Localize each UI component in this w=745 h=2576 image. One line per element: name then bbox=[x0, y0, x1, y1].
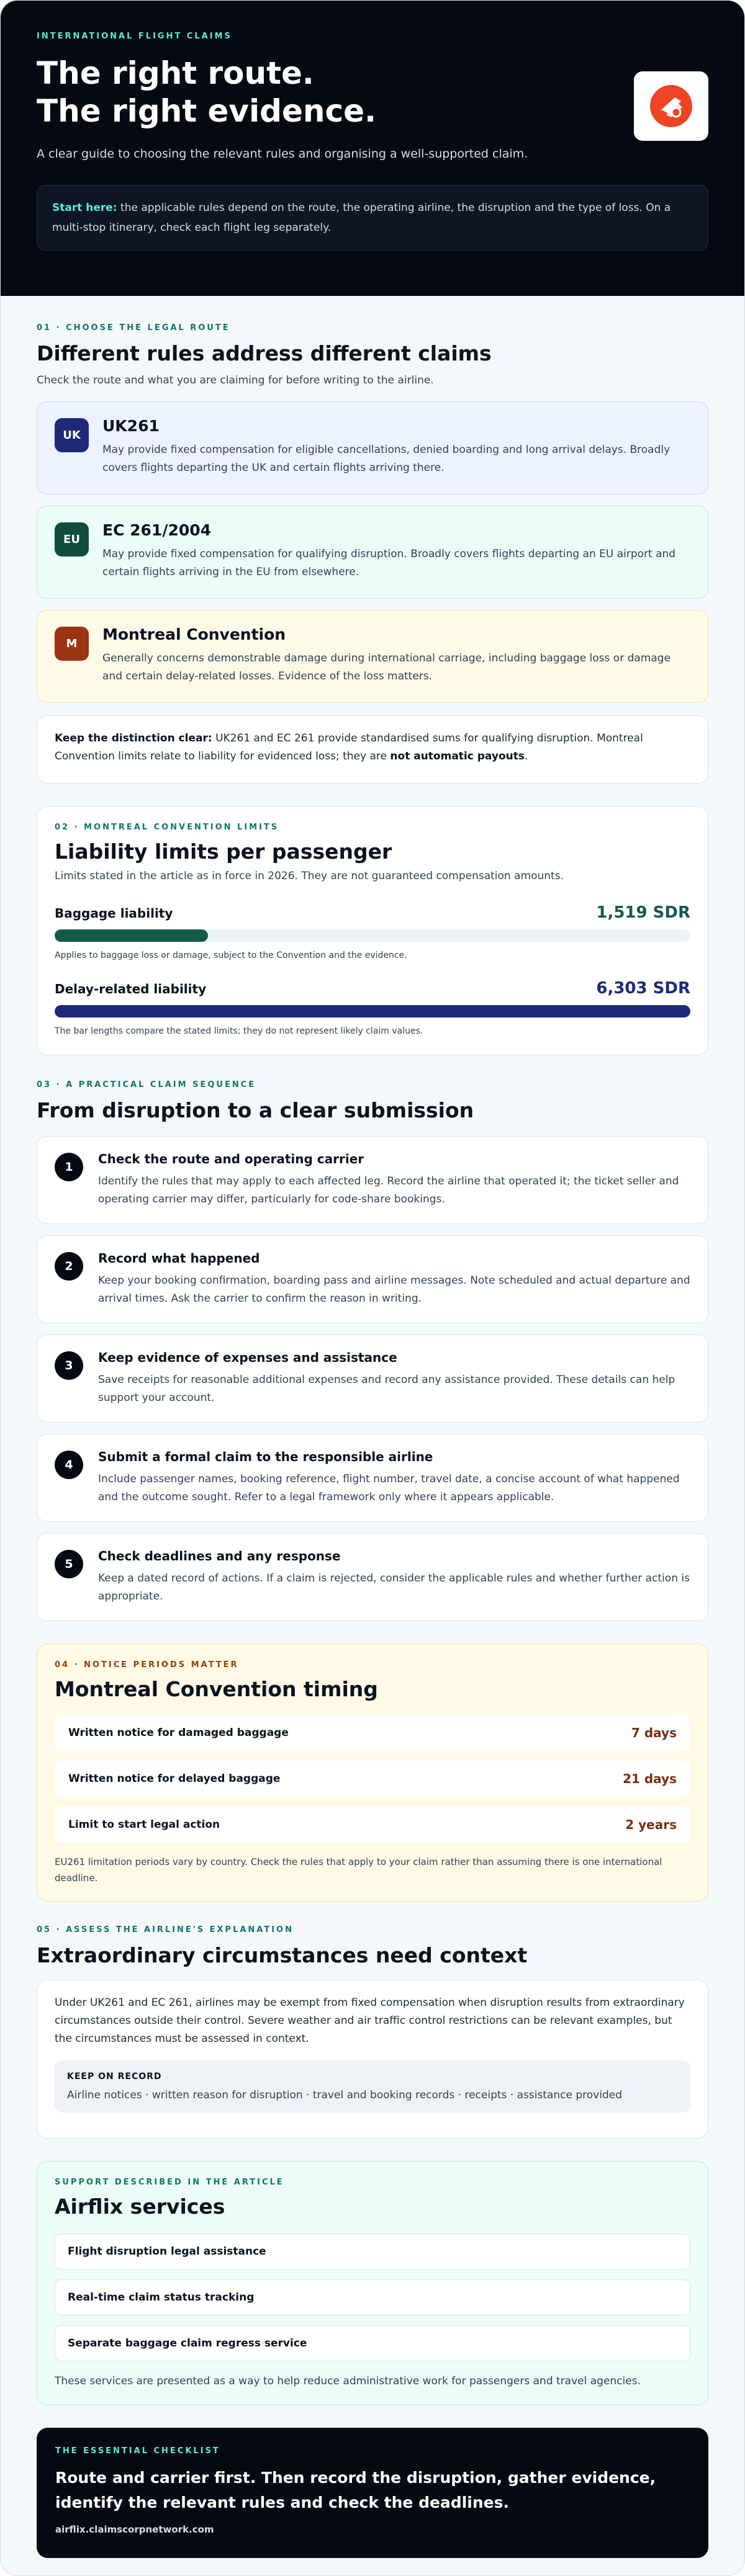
route-card-uk261 bbox=[37, 401, 708, 494]
checklist-url: airflix.claimscorpnetwork.com bbox=[55, 2524, 214, 2535]
limits-title: Liability limits per passenger bbox=[55, 839, 392, 864]
extraordinary-text: Under UK261 and EC 261, airlines may be exempt from fixed compensation when disruption results from extraordinary circumstances outside their control. Severe weather and air traffic control restrictions can be relevant examples, but the circumstances must be assessed in context. bbox=[55, 1997, 685, 2045]
period-value: 2 years bbox=[625, 1817, 677, 1832]
page-title bbox=[37, 55, 708, 130]
step-text: Save receipts for reasonable additional expenses and record any assistance provided. These details can help support your account. bbox=[98, 1374, 675, 1404]
period-label: Limit to start legal action bbox=[68, 1818, 220, 1831]
steps-eyebrow: 03 · A PRACTICAL CLAIM SEQUENCE bbox=[37, 1080, 256, 1089]
delay-limit-label: Delay-related liability bbox=[55, 982, 207, 996]
route-card-ec261 bbox=[37, 506, 708, 599]
limits-eyebrow: 02 · MONTREAL CONVENTION LIMITS bbox=[55, 823, 279, 832]
route-badge: M bbox=[55, 627, 89, 661]
periods-note: EU261 limitation periods vary by country. Check the rules that apply to your claim rather than assuming there is one international deadline. bbox=[55, 1856, 662, 1884]
route-badge: EU bbox=[55, 522, 89, 557]
baggage-limit-note: Applies to baggage loss or damage, subject to the Convention and the evidence. bbox=[55, 950, 407, 960]
step-text: Keep a dated record of actions. If a claim is rejected, consider the applicable rules and whether further action is appropriate. bbox=[98, 1572, 690, 1603]
baggage-limit-value: 1,519 SDR bbox=[596, 903, 690, 922]
essential-checklist-card bbox=[37, 2428, 708, 2558]
hero-eyebrow: INTERNATIONAL FLIGHT CLAIMS bbox=[37, 32, 232, 41]
baggage-limit-bar-fill bbox=[55, 929, 208, 942]
page-title-line-2: The right evidence. bbox=[37, 93, 376, 129]
route-text: May provide fixed compensation for qualifying disruption. Broadly covers flights departing an EU airport and certain flights arriving in the EU from elsewhere. bbox=[102, 548, 676, 578]
steps-title: From disruption to a clear submission bbox=[37, 1098, 474, 1122]
route-title: Montreal Convention bbox=[102, 625, 286, 643]
hero-banner bbox=[1, 1, 744, 296]
service-item: Real-time claim status tracking bbox=[55, 2279, 690, 2315]
distinction-note bbox=[37, 715, 708, 784]
main-content bbox=[1, 323, 744, 2558]
extraordinary-card bbox=[37, 1980, 708, 2139]
route-text: May provide fixed compensation for eligible cancellations, denied boarding and long arrival delays. Broadly covers flights departing the UK and certain flights arriving there. bbox=[102, 444, 670, 474]
service-item: Flight disruption legal assistance bbox=[55, 2234, 690, 2270]
extraordinary-eyebrow: 05 · ASSESS THE AIRLINE'S EXPLANATION bbox=[37, 1925, 294, 1934]
route-title: EC 261/2004 bbox=[102, 521, 212, 539]
limits-subtitle: Limits stated in the article as in force in 2026. They are not guaranteed compensation amounts. bbox=[55, 870, 564, 882]
routes-subtitle: Check the route and what you are claiming for before writing to the airline. bbox=[37, 374, 434, 387]
period-row bbox=[55, 1807, 690, 1843]
airflix-logo-icon bbox=[648, 83, 695, 130]
periods-title: Montreal Convention timing bbox=[55, 1677, 378, 1701]
delay-limit-note: The bar lengths compare the stated limits; they do not represent likely claim values. bbox=[55, 1026, 423, 1036]
periods-eyebrow: 04 · NOTICE PERIODS MATTER bbox=[55, 1660, 239, 1670]
period-row bbox=[55, 1715, 690, 1751]
step-item bbox=[37, 1434, 708, 1522]
routes-title: Different rules address different claims bbox=[37, 341, 492, 365]
airflix-eyebrow: SUPPORT DESCRIBED IN THE ARTICLE bbox=[55, 2178, 284, 2187]
distinction-text: UK261 and EC 261 provide standardised sums for qualifying disruption. Montreal Convention limits relate to liability for evidenced loss; they are bbox=[55, 732, 643, 763]
step-item bbox=[37, 1335, 708, 1423]
delay-limit-row bbox=[55, 979, 690, 998]
step-title: Check deadlines and any response bbox=[98, 1549, 341, 1563]
distinction-end: . bbox=[524, 750, 528, 763]
route-title: UK261 bbox=[102, 417, 160, 435]
period-label: Written notice for delayed baggage bbox=[68, 1773, 281, 1785]
step-number: 4 bbox=[55, 1451, 83, 1479]
step-number: 3 bbox=[55, 1351, 83, 1380]
liability-limits-card bbox=[37, 806, 708, 1055]
distinction-bold: not automatic payouts bbox=[390, 750, 525, 763]
period-value: 7 days bbox=[631, 1725, 677, 1740]
step-title: Keep evidence of expenses and assistance bbox=[98, 1350, 397, 1365]
checklist-text: Route and carrier first. Then record the disruption, gather evidence, identify the relevant rules and check the deadlines. bbox=[55, 2469, 656, 2511]
airflix-services-card bbox=[37, 2161, 708, 2405]
period-value: 21 days bbox=[623, 1771, 677, 1786]
step-title: Record what happened bbox=[98, 1251, 260, 1266]
keep-on-record-box bbox=[55, 2060, 690, 2113]
period-row bbox=[55, 1761, 690, 1797]
notice-label: Start here: bbox=[52, 202, 117, 214]
route-list bbox=[37, 401, 708, 703]
start-here-notice bbox=[37, 185, 708, 251]
step-number: 1 bbox=[55, 1153, 83, 1181]
routes-eyebrow: 01 · CHOOSE THE LEGAL ROUTE bbox=[37, 323, 230, 333]
extraordinary-title: Extraordinary circumstances need context bbox=[37, 1943, 528, 1967]
page-title-line-1: The right route. bbox=[37, 55, 314, 91]
baggage-limit-label: Baggage liability bbox=[55, 906, 173, 921]
distinction-lead: Keep the distinction clear: bbox=[55, 732, 212, 745]
record-text: Airline notices · written reason for disruption · travel and booking records · receipts · assistance provided bbox=[67, 2089, 623, 2101]
step-title: Submit a formal claim to the responsible airline bbox=[98, 1449, 433, 1464]
step-item bbox=[37, 1136, 708, 1224]
route-card-montreal bbox=[37, 610, 708, 703]
step-text: Include passenger names, booking reference, flight number, travel date, a concise account of what happened and the outcome sought. Refer to a legal framework only where it appears applicable. bbox=[98, 1473, 680, 1503]
hero-lead: A clear guide to choosing the relevant rules and organising a well-supported claim. bbox=[37, 147, 528, 161]
step-list bbox=[37, 1136, 708, 1621]
step-number: 5 bbox=[55, 1550, 83, 1578]
step-item bbox=[37, 1235, 708, 1323]
baggage-limit-bar bbox=[55, 929, 690, 942]
route-badge: UK bbox=[55, 418, 89, 452]
airflix-note: These services are presented as a way to help reduce administrative work for passengers and travel agencies. bbox=[55, 2375, 641, 2387]
delay-limit-bar bbox=[55, 1005, 690, 1017]
step-item bbox=[37, 1533, 708, 1621]
notice-periods-card bbox=[37, 1644, 708, 1902]
step-text: Keep your booking confirmation, boarding pass and airline messages. Note scheduled and actual departure and arrival times. Ask the carrier to confirm the reason in writing. bbox=[98, 1274, 690, 1305]
service-item: Separate baggage claim regress service bbox=[55, 2325, 690, 2361]
step-number: 2 bbox=[55, 1252, 83, 1281]
airflix-title: Airflix services bbox=[55, 2194, 225, 2219]
period-label: Written notice for damaged baggage bbox=[68, 1727, 289, 1739]
record-title: KEEP ON RECORD bbox=[67, 2072, 162, 2082]
baggage-limit-row bbox=[55, 903, 690, 922]
checklist-eyebrow: THE ESSENTIAL CHECKLIST bbox=[55, 2446, 220, 2456]
step-text: Identify the rules that may apply to each affected leg. Record the airline that operated it; the ticket seller and operating carrier may differ, particularly for code-share bookings. bbox=[98, 1175, 679, 1205]
delay-limit-bar-fill bbox=[55, 1005, 690, 1017]
airflix-logo bbox=[634, 71, 708, 141]
step-title: Check the route and operating carrier bbox=[98, 1152, 364, 1166]
notice-text: the applicable rules depend on the route, the operating airline, the disruption and the type of loss. On a multi-stop itinerary, check each flight leg separately. bbox=[52, 202, 671, 234]
route-text: Generally concerns demonstrable damage during international carriage, including baggage loss or damage and certain delay-related losses. Evidence of the loss matters. bbox=[102, 652, 671, 682]
delay-limit-value: 6,303 SDR bbox=[596, 979, 690, 998]
